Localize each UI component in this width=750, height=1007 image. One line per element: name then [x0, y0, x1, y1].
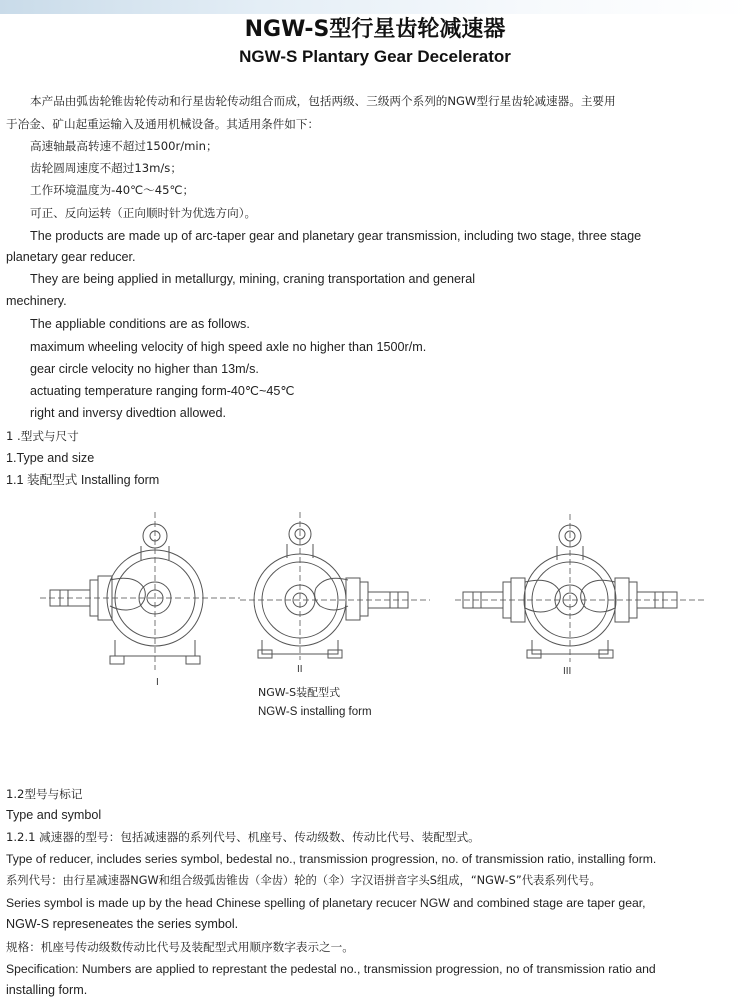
series-symbol-en-line-2: NGW-S represeneates the series symbol.	[6, 917, 239, 931]
installing-form-1-drawing	[40, 510, 240, 670]
specification-en-line-2: installing form.	[6, 983, 88, 997]
installing-form-2-drawing	[240, 510, 430, 660]
intro-en-line-1: The products are made up of arc-taper gear and planetary gear transmission, including two stage, three stage	[30, 229, 642, 243]
section-1-2-heading-en: Type and symbol	[6, 808, 102, 822]
page-title-en: NGW-S Plantary Gear Decelerator	[239, 47, 511, 66]
intro-en-line-3: They are being applied in metallurgy, mining, craning transportation and general	[30, 272, 476, 286]
installing-form-3-drawing	[455, 512, 705, 662]
reducer-type-en: Type of reducer, includes series symbol, bedestal no., transmission progression, no. of transmission ratio, installing form.	[6, 852, 657, 866]
series-symbol-cn: 系列代号：由行星减速器NGW和组合级弧齿锥齿（伞齿）轮的（伞）字汉语拼音字头S组成，“NGW-S”代表系列代号。	[6, 874, 601, 887]
intro-en-line-2: planetary gear reducer.	[6, 250, 136, 264]
intro-cn-line-2: 于冶金、矿山起重运输入及通用机械设备。其适用条件如下：	[6, 117, 320, 131]
section-1-1-heading: 1.1 装配型式 Installing form	[6, 473, 160, 487]
condition-2-cn: 齿轮圆周速度不超过13m/s；	[30, 161, 182, 175]
figure-caption-cn: NGW-S装配型式	[258, 686, 341, 699]
series-symbol-en-line-1: Series symbol is made up by the head Chinese spelling of planetary recucer NGW and combined stage are taper gear,	[6, 896, 646, 910]
section-1-heading-en: 1.Type and size	[6, 451, 95, 465]
intro-en-line-8: actuating temperature ranging form-40℃~45℃	[30, 384, 295, 398]
intro-en-line-6: maximum wheeling velocity of high speed axle no higher than 1500r/m.	[30, 340, 427, 354]
condition-3-cn: 工作环境温度为-40℃～45℃；	[30, 183, 195, 197]
figure-label-3: III	[563, 666, 572, 677]
figure-caption-en: NGW-S installing form	[258, 706, 372, 718]
intro-cn-line-1: 本产品由弧齿轮锥齿轮传动和行星齿轮传动组合而成，包括两级、三级两个系列的NGW型行星齿轮减速器。主要用	[30, 94, 616, 108]
section-1-2-heading-cn: 1.2型号与标记	[6, 787, 83, 801]
figure-label-1: I	[156, 677, 159, 688]
intro-en-line-5: The appliable conditions are as follows.	[30, 317, 250, 331]
section-1-heading-cn: 1 .型式与尺寸	[6, 429, 79, 443]
intro-en-line-7: gear circle velocity no higher than 13m/s.	[30, 362, 259, 376]
reducer-type-cn: 1.2.1 减速器的型号：包括减速器的系列代号、机座号、传动级数、传动比代号、装配型式。	[6, 830, 480, 844]
condition-4-cn: 可正、反向运转（正向顺时针为优选方向）。	[30, 206, 257, 220]
specification-en-line-1: Specification: Numbers are applied to represtant the pedestal no., transmission progression, no of transmission ratio and	[6, 962, 656, 976]
condition-1-cn: 高速轴最高转速不超过1500r/min；	[30, 139, 218, 153]
figure-label-2: II	[297, 664, 303, 675]
intro-en-line-9: right and inversy divedtion allowed.	[30, 406, 227, 420]
intro-en-line-4: mechinery.	[6, 294, 67, 308]
page-title-cn: NGW-S型行星齿轮减速器	[244, 17, 506, 42]
specification-cn: 规格：机座号传动级数传动比代号及装配型式用顺序数字表示之一。	[6, 940, 354, 954]
